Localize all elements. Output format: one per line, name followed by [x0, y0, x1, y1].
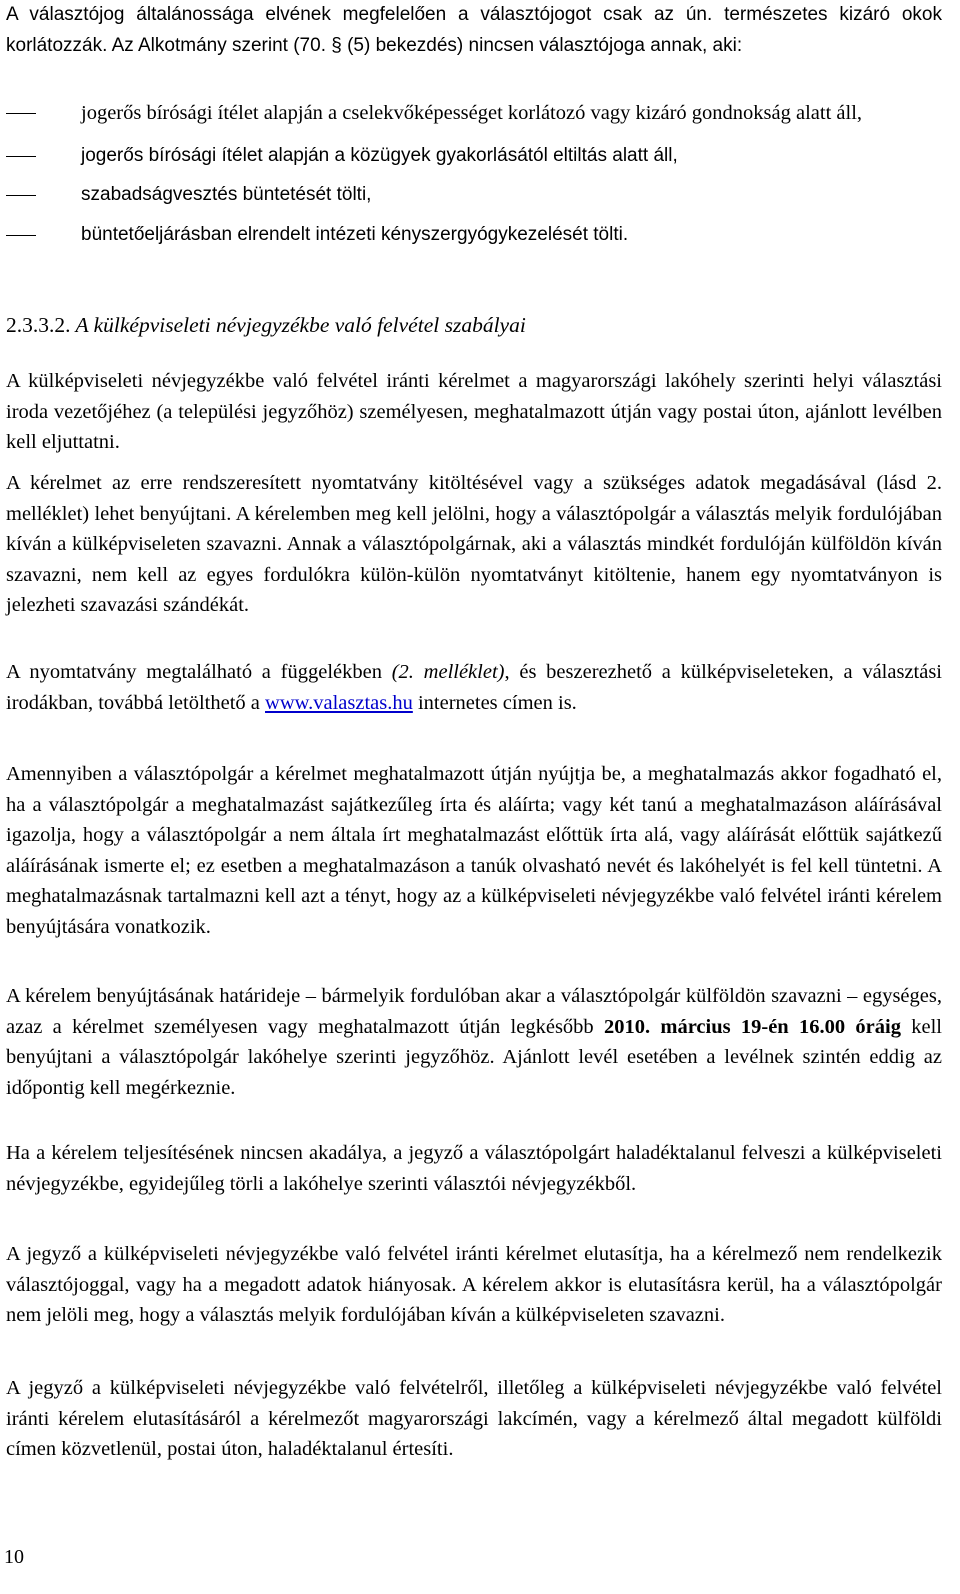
- exclusion-list: [6, 98, 942, 250]
- intro-paragraph: A választójog általánossága elvének megfelelően a választójogot csak az ún. természetes kizáró okok korlátozzák. Az Alkotmány szerint (70. § (5) bekezdés) nincsen választójoga annak, aki:: [6, 4, 942, 56]
- dash-bullet: [6, 113, 36, 114]
- paragraph-form: A kérelmet az erre rendszeresített nyomtatvány kitöltésével vagy a szükséges adatok megadásával (lásd 2. melléklet) lehet benyújtani. A kérelemben meg kell jelölni, hogy a választópolgár a választás melyik fordulójában kíván a külképviseleten szavazni. Annak a választópolgárnak, aki a választás mindkét fordulóján külföldön kíván szavazni, nem kell az egyes fordulókra külön-külön nyomtatványt kitöltenie, hanem egy nyomtatványon is jelezheti szavazási szándékát.: [6, 472, 942, 616]
- paragraph-rejection: A jegyző a külképviseleti névjegyzékbe való felvétel iránti kérelmet elutasítja, ha a kérelmező nem rendelkezik választójoggal, vagy ha a megadott adatok hiányosak. A kérelem akkor is elutasításra kerül, ha a választópolgár nem jelöli meg, hogy a választás melyik fordulójában kíván a külképviseleten szavazni.: [6, 1243, 942, 1326]
- paragraph-notification: A jegyző a külképviseleti névjegyzékbe való felvételről, illetőleg a külképviseleti névjegyzékbe való felvétel iránti kérelem elutasításáról a kérelmezőt magyarországi lakcímén, vagy a kérelmező által megadott külföldi címen közvetlenül, postai úton, haladéktalanul értesíti.: [6, 1377, 942, 1460]
- section-heading: [6, 310, 526, 340]
- dash-bullet: [6, 235, 36, 236]
- dash-bullet: [6, 195, 36, 196]
- page-number: 10: [4, 1546, 24, 1568]
- paragraph-form-availability: A nyomtatvány megtalálható a függelékben (2. melléklet), és beszerezhető a külképviseleteken, a választási irodákban, továbbá letölthető a www.valasztas.hu internetes címen is.: [6, 661, 943, 714]
- paragraph-registration: Ha a kérelem teljesítésének nincsen akadálya, a jegyző a választópolgárt haladéktalanul felveszi a külképviseleti névjegyzékbe, egyidejűleg törli a lakóhelye szerinti választói névjegyzékből.: [6, 1142, 942, 1195]
- list-item: jogerős bírósági ítélet alapján a közügyek gyakorlásától eltiltás alatt áll,: [6, 141, 942, 172]
- section-title: A külképviseleti névjegyzékbe való felvétel szabályai: [75, 313, 526, 337]
- list-item: szabadságvesztés büntetését tölti,: [6, 180, 942, 211]
- deadline-date: 2010. március 19-én 16.00 óráig: [603, 1015, 901, 1038]
- dash-bullet: [6, 156, 36, 157]
- valasztas-link[interactable]: www.valasztas.hu: [265, 691, 413, 714]
- paragraph-submission: A külképviseleti névjegyzékbe való felvétel iránti kérelmet a magyarországi lakóhely szerinti helyi választási iroda vezetőjéhez (a települési jegyzőhöz) személyesen, meghatalmazott útján vagy postai úton, ajánlott levélben kell eljuttatni.: [6, 370, 942, 453]
- section-number: 2.3.3.2.: [6, 313, 71, 337]
- paragraph-authorization: Amennyiben a választópolgár a kérelmet meghatalmazott útján nyújtja be, a meghatalmazás akkor fogadható el, ha a választópolgár a meghatalmazást sajátkezűleg írta és aláírta; vagy két tanú a meghatalmazáson aláírásával igazolja, hogy a választópolgár a nem általa írt meghatalmazást előttük írta alá, vagy aláírását előttük sajátkezű aláírásának ismerte el; ez esetben a meghatalmazáson a tanúk olvasható nevét és lakóhelyét is fel kell tüntetni. A meghatalmazásnak tartalmazni kell azt a tényt, hogy az a külképviseleti névjegyzékbe való felvétel iránti kérelem benyújtására vonatkozik.: [6, 763, 942, 938]
- paragraph-deadline: A kérelem benyújtásának határideje – bármelyik fordulóban akar a választópolgár külföldön szavazni – egységes, azaz a kérelmet személyesen vagy meghatalmazott útján legkésőbb 2010. március 19-én 16.00 óráig kell benyújtani a választópolgár lakóhelye szerinti jegyzőhöz. Ajánlott levél esetében a levélnek szintén eddig az időpontig kell megérkeznie.: [6, 985, 942, 1099]
- list-item: jogerős bírósági ítélet alapján a cselekvőképességet korlátozó vagy kizáró gondnokság alatt áll,: [6, 98, 942, 129]
- list-item: büntetőeljárásban elrendelt intézeti kényszergyógykezelését tölti.: [6, 220, 942, 251]
